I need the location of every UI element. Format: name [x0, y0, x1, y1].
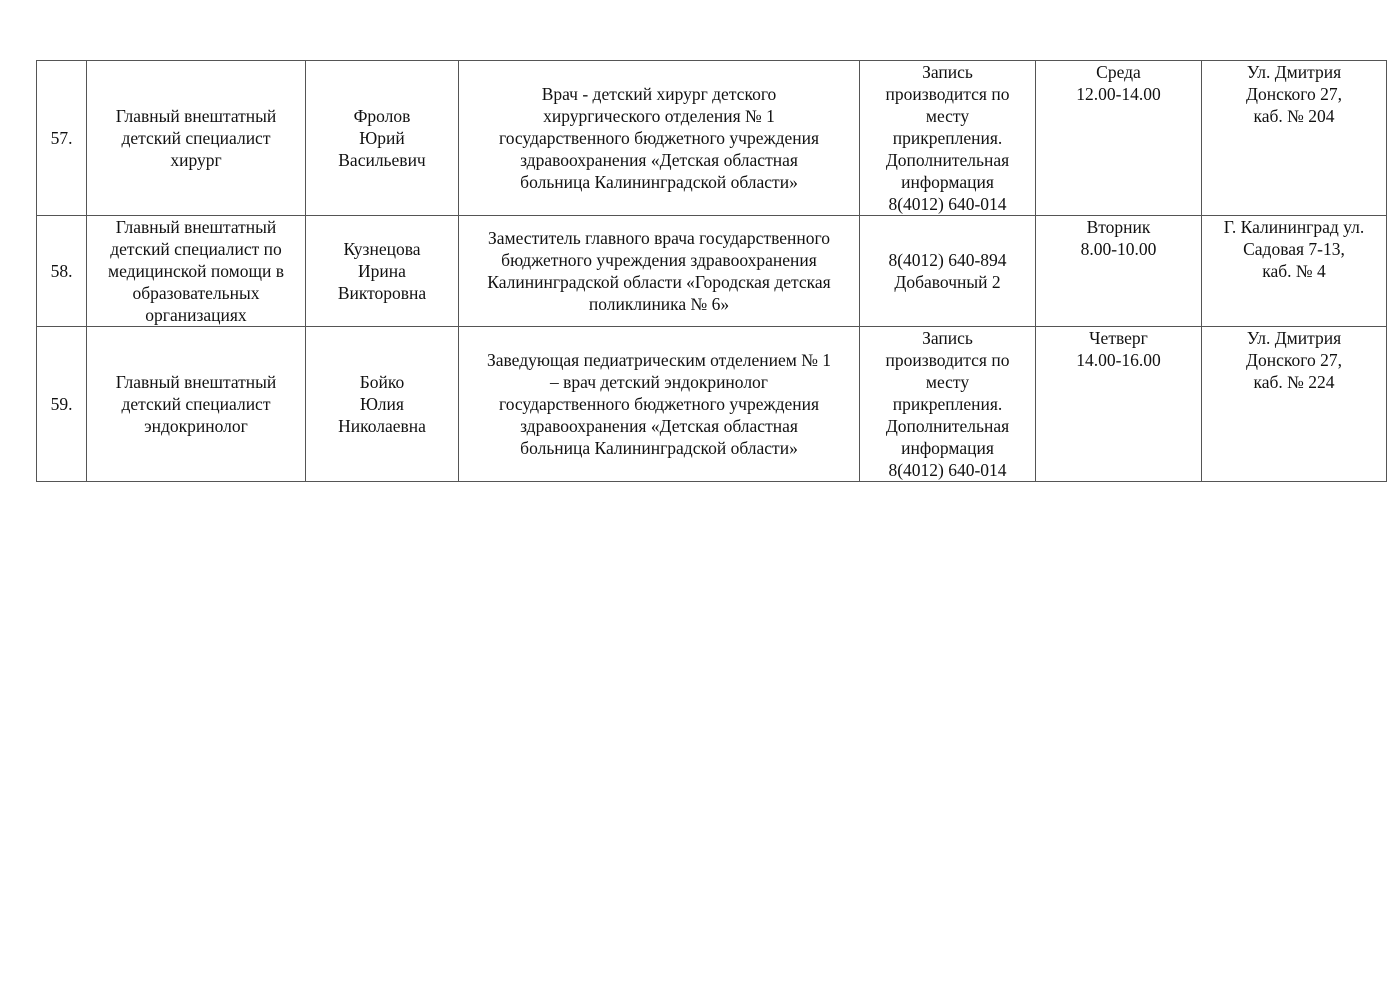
phone-extension: Добавочный 2 — [894, 272, 1001, 292]
first-name: Ирина — [358, 261, 406, 281]
table-row — [37, 61, 1387, 216]
row-number: 57. — [50, 128, 73, 148]
patronymic: Викторовна — [337, 283, 427, 303]
contact-line: производится по — [885, 350, 1010, 370]
address-line: Садовая 7-13, — [1243, 239, 1345, 259]
row-number-cell — [37, 327, 87, 482]
workplace-line: Врач - детский хирург детского — [541, 84, 777, 104]
address-line: каб. № 4 — [1262, 261, 1326, 281]
schedule-time: 12.00-14.00 — [1076, 84, 1161, 104]
position-cell — [87, 327, 306, 482]
schedule-cell — [1036, 327, 1202, 482]
address-line: Ул. Дмитрия — [1246, 328, 1342, 348]
first-name: Юлия — [360, 394, 404, 414]
name-cell — [306, 216, 459, 327]
contact-line: месту — [925, 106, 970, 126]
contact-line: Запись — [922, 62, 973, 82]
name-cell — [306, 327, 459, 482]
surname: Фролов — [353, 106, 411, 126]
contact-line: Дополнительная — [885, 416, 1010, 436]
contact-cell — [860, 216, 1036, 327]
position-line: медицинской помощи в — [108, 261, 284, 281]
position-line: детский специалист — [121, 128, 271, 148]
workplace-line: больница Калининградской области» — [520, 438, 798, 458]
position-line: детский специалист по — [110, 239, 282, 259]
table-row — [37, 327, 1387, 482]
address-line: Донского 27, — [1246, 350, 1342, 370]
position-line: эндокринолог — [144, 416, 248, 436]
workplace-line: здравоохранения «Детская областная — [520, 150, 798, 170]
schedule-cell — [1036, 216, 1202, 327]
address-line: Г. Калининград ул. — [1223, 217, 1365, 237]
position-line: хирург — [170, 150, 222, 170]
workplace-line: поликлиника № 6» — [588, 294, 730, 314]
position-line: Главный внештатный — [115, 106, 277, 126]
schedule-day: Вторник — [1086, 217, 1151, 237]
schedule-day: Четверг — [1089, 328, 1148, 348]
workplace-cell — [459, 61, 860, 216]
position-cell — [87, 216, 306, 327]
workplace-line: Заместитель главного врача государственного — [487, 228, 830, 248]
position-line: Главный внештатный — [115, 217, 277, 237]
address-line: Донского 27, — [1246, 84, 1342, 104]
row-number: 59. — [50, 394, 73, 414]
workplace-cell — [459, 327, 860, 482]
schedule-day: Среда — [1096, 62, 1141, 82]
first-name: Юрий — [359, 128, 405, 148]
row-number: 58. — [50, 261, 73, 281]
row-number-cell — [37, 216, 87, 327]
position-line: организациях — [145, 305, 247, 325]
position-line: Главный внештатный — [115, 372, 277, 392]
schedule-cell — [1036, 61, 1202, 216]
contact-line: прикрепления. — [892, 128, 1003, 148]
contact-cell — [860, 327, 1036, 482]
phone-number: 8(4012) 640-014 — [888, 460, 1007, 480]
address-cell — [1202, 327, 1387, 482]
address-cell — [1202, 216, 1387, 327]
contact-line: производится по — [885, 84, 1010, 104]
contact-cell — [860, 61, 1036, 216]
address-cell — [1202, 61, 1387, 216]
contact-line: прикрепления. — [892, 394, 1003, 414]
position-line: детский специалист — [121, 394, 271, 414]
workplace-line: государственного бюджетного учреждения — [498, 128, 820, 148]
position-line: образовательных — [132, 283, 260, 303]
workplace-line: здравоохранения «Детская областная — [520, 416, 798, 436]
workplace-line: бюджетного учреждения здравоохранения — [501, 250, 817, 270]
position-cell — [87, 61, 306, 216]
schedule-time: 8.00-10.00 — [1080, 239, 1157, 259]
workplace-line: хирургического отделения № 1 — [543, 106, 775, 126]
workplace-line: Калининградской области «Городская детская — [487, 272, 831, 292]
table-row — [37, 216, 1387, 327]
workplace-cell — [459, 216, 860, 327]
workplace-line: Заведующая педиатрическим отделением № 1 — [486, 350, 832, 370]
workplace-line: – врач детский эндокринолог — [550, 372, 768, 392]
contact-line: информация — [901, 438, 994, 458]
contact-line: Запись — [922, 328, 973, 348]
contact-line: Дополнительная — [885, 150, 1010, 170]
address-line: Ул. Дмитрия — [1246, 62, 1342, 82]
address-line: каб. № 204 — [1253, 106, 1335, 126]
surname: Бойко — [359, 372, 405, 392]
specialists-table — [36, 60, 1387, 482]
phone-number: 8(4012) 640-894 — [888, 250, 1007, 270]
schedule-time: 14.00-16.00 — [1076, 350, 1161, 370]
workplace-line: больница Калининградской области» — [520, 172, 798, 192]
contact-line: информация — [901, 172, 994, 192]
patronymic: Васильевич — [338, 150, 426, 170]
row-number-cell — [37, 61, 87, 216]
patronymic: Николаевна — [338, 416, 426, 436]
name-cell — [306, 61, 459, 216]
surname: Кузнецова — [343, 239, 421, 259]
contact-line: месту — [925, 372, 970, 392]
address-line: каб. № 224 — [1253, 372, 1335, 392]
phone-number: 8(4012) 640-014 — [888, 194, 1007, 214]
workplace-line: государственного бюджетного учреждения — [498, 394, 820, 414]
